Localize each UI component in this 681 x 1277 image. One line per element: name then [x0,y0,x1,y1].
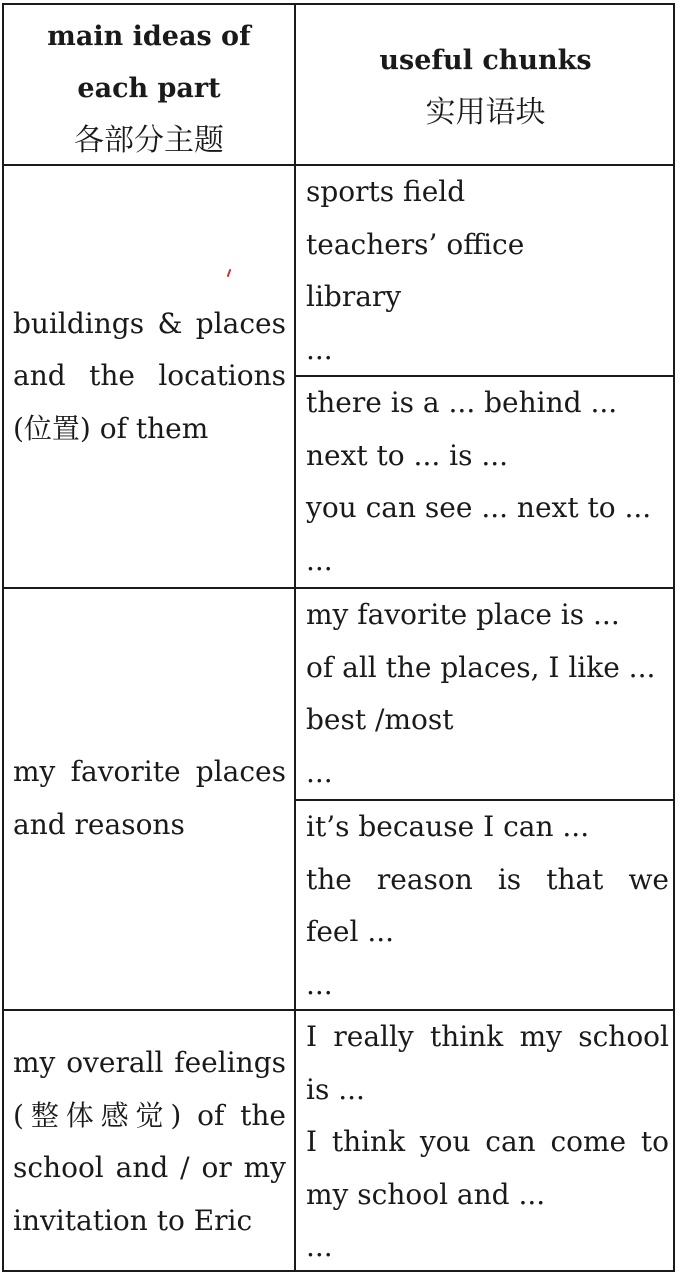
chunk-cell [296,377,675,587]
main-idea-line: school and / or my [13,1151,286,1185]
main-idea-line: my overall feelings [13,1046,286,1079]
chunk-line: my school and ... [306,1177,546,1211]
main-idea-line: invitation to Eric [13,1203,253,1237]
chunk-line: there is a ... behind ... [306,386,618,419]
chunk-line: ... [306,1230,333,1264]
chunk-line: ... [306,755,333,789]
main-idea-line: and the locations [13,359,286,393]
main-idea-line: my favorite places [13,755,286,789]
chunk-line: I think you can come to [306,1125,669,1159]
main-idea-line: buildings & places [13,306,286,340]
chunk-line: sports field [306,175,466,208]
chunks-table [2,3,675,1272]
chunk-cell [296,801,675,1011]
header-main-ideas-chinese: 各部分主题 [74,123,224,158]
chunk-line: next to ... is ... [306,438,509,472]
chunk-line: the reason is that we [306,862,669,896]
chunk-line: ... [306,332,333,366]
chunk-cell [296,166,675,376]
main-idea-line: and reasons [13,808,185,841]
chunk-cell [296,1011,675,1274]
header-useful-chunks-english: useful chunks [379,45,592,76]
chunk-line: of all the places, I like ... [306,650,656,684]
main-idea-cell [4,589,294,1009]
main-idea-line: (整体感觉) of the [13,1098,286,1132]
header-main-ideas [4,11,294,167]
chunk-line: you can see ... next to ... [306,491,652,525]
chunk-line: my favorite place is ... [306,598,620,631]
chunk-line: ... [306,543,333,577]
header-useful-chunks [296,35,675,139]
chunk-line: teachers’ office [306,227,525,261]
chunk-cell [296,589,675,799]
header-useful-chunks-chinese: 实用语块 [425,95,546,130]
header-main-ideas-line2: each part [77,73,221,104]
header-main-ideas-line1: main ideas of [47,21,251,52]
main-idea-line: (位置) of them [13,411,209,445]
main-idea-cell [4,1011,294,1270]
chunk-line: best /most [306,703,454,737]
chunk-line: library [306,280,402,314]
chunk-line: feel ... [306,915,395,949]
main-idea-cell [4,166,294,587]
chunk-line: ... [306,967,333,1001]
chunk-line: it’s because I can ... [306,810,590,843]
chunk-line: I really think my school [306,1020,669,1053]
chunk-line: is ... [306,1072,365,1106]
